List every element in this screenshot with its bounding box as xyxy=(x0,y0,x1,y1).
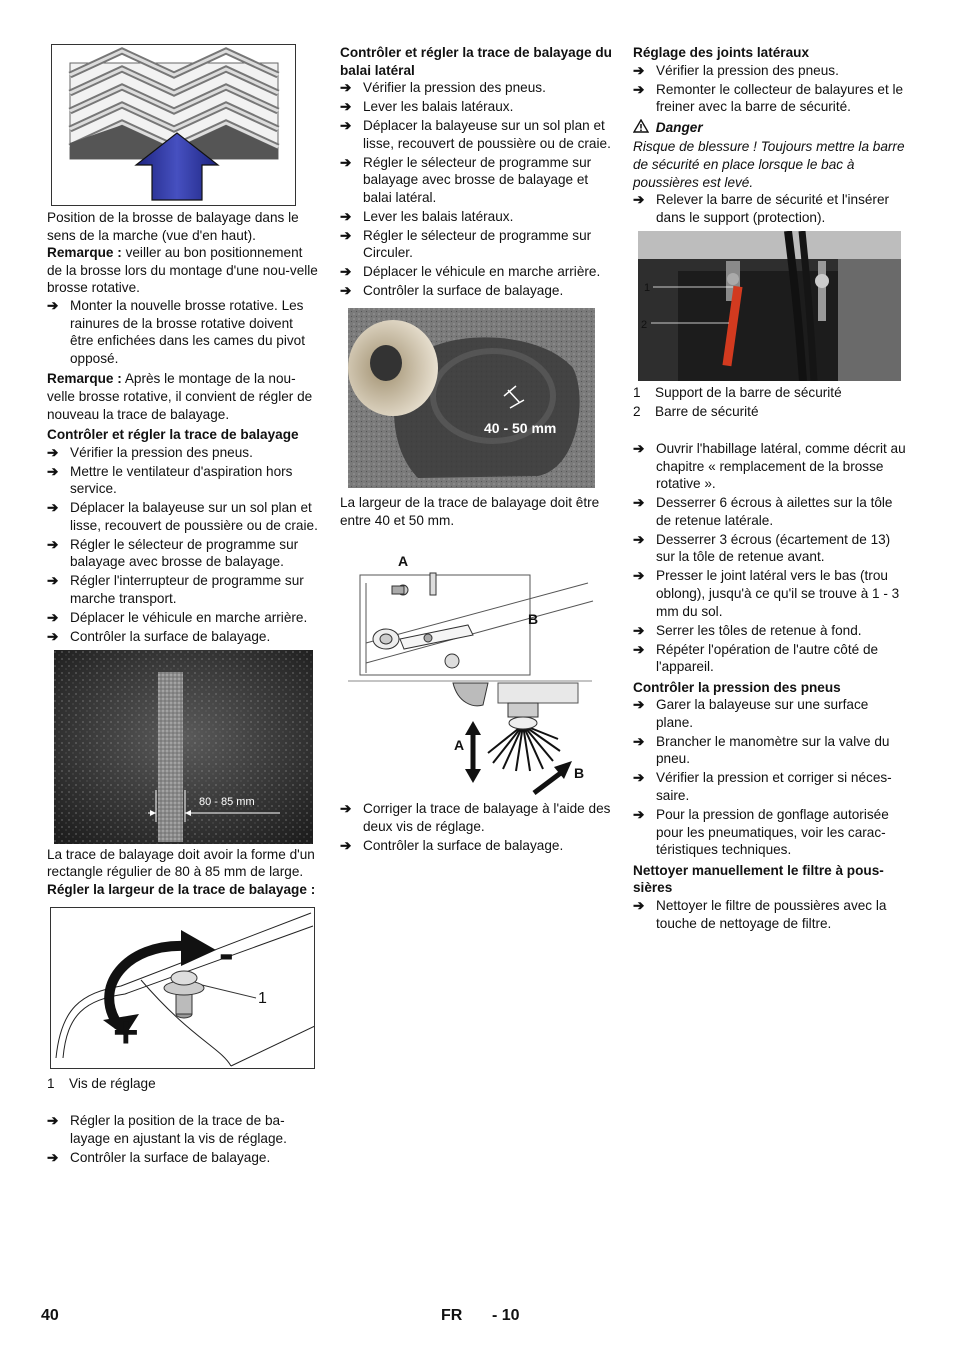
trace-shape-text: La trace de balayage doit avoir la forme d'un rectangle régulier de 80 à 85 mm de large. xyxy=(47,846,315,880)
step-text: Garer la balayeuse sur une surface plane. xyxy=(656,697,869,730)
language-code: FR xyxy=(441,1307,463,1324)
screw-callout-1: 1 xyxy=(258,990,267,1008)
legend-safety-bar xyxy=(633,384,908,421)
danger-title: Danger xyxy=(633,119,908,137)
minus-sign: - xyxy=(219,929,234,979)
step-arrow-icon: ➔ xyxy=(47,573,59,589)
step-arrow-icon: ➔ xyxy=(47,444,59,460)
steps-tire-pressure-list xyxy=(633,696,908,859)
step-text: Déplacer le véhicule en marche arrière. xyxy=(70,610,308,626)
steps-width-list xyxy=(47,1112,320,1166)
step-item xyxy=(47,628,320,646)
steps-side-seals-list xyxy=(633,62,908,116)
legend-item xyxy=(633,403,908,421)
fig1-caption: Position de la brosse de balayage dans le sens de la marche (vue d'en haut). xyxy=(47,210,299,243)
legend-number: 2 xyxy=(633,404,641,420)
safety-bar-photo xyxy=(633,231,901,381)
step-text: Régler le sélecteur de programme sur balayage avec brosse de balayage. xyxy=(70,536,299,570)
step-text: Lever les balais latéraux. xyxy=(363,208,514,224)
step-item xyxy=(47,536,320,571)
remark-2 xyxy=(47,370,320,423)
step-text: Contrôler la surface de balayage. xyxy=(70,1149,271,1165)
legend-number: 1 xyxy=(47,1076,55,1092)
step-raise-bar: ➔ Relever la barre de sécurité et l'insérer dans le support (protection). xyxy=(633,192,890,225)
step-text: Presser le joint latéral vers le bas (trou oblong), jusqu'à ce qu'il se trouve à 1 - 3 mm du sol. xyxy=(656,568,900,619)
step-arrow-icon: ➔ xyxy=(340,837,352,853)
danger-text: Risque de blessure ! Toujours mettre la barre de sécurité en place lorsque le bac à poussières est levé. xyxy=(633,139,905,190)
step-text: Régler le sélecteur de programme sur balayage avec brosse de balayage et balai latéral. xyxy=(363,154,592,205)
step-arrow-icon: ➔ xyxy=(340,99,352,115)
step-item xyxy=(47,463,320,498)
label-a-bottom: A xyxy=(454,737,465,754)
step-arrow-icon: ➔ xyxy=(340,118,352,134)
step-item xyxy=(633,806,908,859)
step-arrow-icon: ➔ xyxy=(633,641,645,657)
remark-2-text: Après le montage de la nou-velle brosse rotative, il convient de régler de nouveau la trace de balayage. xyxy=(47,371,313,422)
step-text: Remonter le collecteur de balayures et le freiner avec la barre de sécurité. xyxy=(656,81,904,115)
steps-clean-filter-list xyxy=(633,897,908,932)
column-left xyxy=(47,44,320,1166)
step-item xyxy=(340,837,615,855)
steps-open-cover-list xyxy=(633,440,908,676)
heading-clean-filter: Nettoyer manuellement le filtre à pous-sières xyxy=(633,862,884,896)
side-brush-bristles-icon xyxy=(488,725,560,771)
step-text: Régler le sélecteur de programme sur Circuler. xyxy=(363,227,592,261)
step-text: Ouvrir l'habillage latéral, comme décrit au chapitre « remplacement de la brosse rotative ». xyxy=(656,441,906,492)
step-arrow-icon: ➔ xyxy=(633,495,645,511)
plus-sign: + xyxy=(113,1008,139,1058)
warning-triangle-icon xyxy=(633,119,649,133)
legend-text: Barre de sécurité xyxy=(655,404,759,420)
step-arrow-icon: ➔ xyxy=(47,463,59,479)
remark-2-label: Remarque : xyxy=(47,371,122,387)
step-arrow-icon: ➔ xyxy=(47,629,59,644)
step-text: Déplacer le véhicule en marche arrière. xyxy=(363,264,601,280)
step-arrow-icon: ➔ xyxy=(633,697,645,713)
step-item xyxy=(633,494,908,529)
column-right xyxy=(633,44,908,932)
step-item xyxy=(340,154,615,207)
label-a-top: A xyxy=(398,553,409,570)
step-text: Régler la position de la trace de ba-layage en ajustant la vis de réglage. xyxy=(70,1112,287,1146)
step-text: Corriger la trace de balayage à l'aide des deux vis de réglage. xyxy=(363,801,611,834)
legend-number: 1 xyxy=(633,385,641,401)
step-text: Vérifier la pression des pneus. xyxy=(70,444,253,460)
step-arrow-icon: ➔ xyxy=(340,801,352,817)
side-brush-adjust-figure xyxy=(348,543,600,798)
step-text: Vérifier la pression des pneus. xyxy=(656,62,839,78)
side-trace-width-text: La largeur de la trace de balayage doit être entre 40 et 50 mm. xyxy=(340,495,600,528)
step-item xyxy=(340,282,615,300)
step-arrow-icon: ➔ xyxy=(340,154,352,170)
photo-callout-2: 2 xyxy=(641,319,648,332)
step-item xyxy=(340,227,615,262)
side-trace-width-label: 40 - 50 mm xyxy=(484,420,557,437)
step-text: Nettoyer le filtre de poussières avec la touche de nettoyage de filtre. xyxy=(656,897,887,931)
step-item xyxy=(340,98,615,116)
up-down-arrow-icon xyxy=(465,721,481,783)
step-text: Desserrer 6 écrous à ailettes sur la tôle de retenue latérale. xyxy=(656,495,893,528)
heading-side-seals: Réglage des joints latéraux xyxy=(633,45,810,60)
step-item xyxy=(633,622,908,640)
step-text: Vérifier la pression des pneus. xyxy=(363,80,546,96)
step-arrow-icon: ➔ xyxy=(340,264,352,280)
step-text: Contrôler la surface de balayage. xyxy=(363,283,564,299)
adjust-screw-figure xyxy=(50,907,315,1069)
step-text: Contrôler la surface de balayage. xyxy=(363,837,564,853)
step-item xyxy=(47,609,320,627)
step-text: Vérifier la pression et corriger si néces-saire. xyxy=(656,770,892,804)
step-item xyxy=(633,567,908,620)
step-text: Répéter l'opération de l'autre côté de l'appareil. xyxy=(656,641,879,675)
step-arrow-icon: ➔ xyxy=(633,568,645,584)
chevron-brush-diagram xyxy=(52,45,296,206)
step-item xyxy=(633,81,908,116)
remark-1-text: veiller au bon positionnement de la brosse lors du montage d'une nou-velle brosse rotative. xyxy=(47,245,318,296)
step-text: Déplacer la balayeuse sur un sol plan et lisse, recouvert de poussière ou de craie. xyxy=(70,500,318,533)
page-number: 40 xyxy=(41,1307,59,1324)
adjust-screw-diagram xyxy=(51,908,315,1069)
step-arrow-icon: ➔ xyxy=(633,81,645,97)
step-arrow-icon: ➔ xyxy=(47,1112,59,1128)
label-b-bottom: B xyxy=(574,765,585,782)
steps-correct-trace-list xyxy=(340,800,615,854)
step-text: Serrer les tôles de retenue à fond. xyxy=(656,622,862,638)
step-item xyxy=(633,897,908,932)
legend-screw xyxy=(47,1075,320,1093)
step-item xyxy=(340,117,615,152)
step-item xyxy=(633,769,908,804)
step-item xyxy=(47,1112,320,1147)
column-middle xyxy=(340,44,615,854)
photo-callout-1: 1 xyxy=(644,282,651,295)
step-text: Contrôler la surface de balayage. xyxy=(70,629,271,644)
trace-strip xyxy=(158,672,183,842)
step-item xyxy=(340,79,615,97)
step-text: Desserrer 3 écrous (écartement de 13) sur la tôle de retenue avant. xyxy=(656,531,891,565)
step-arrow-icon: ➔ xyxy=(340,283,352,299)
step-arrow-icon: ➔ xyxy=(340,80,352,96)
steps-trace-list xyxy=(47,444,320,646)
heading-sweeping-trace: Contrôler et régler la trace de balayage xyxy=(47,427,299,443)
brush-orientation-figure xyxy=(51,44,296,206)
heading-tire-pressure: Contrôler la pression des pneus xyxy=(633,679,841,695)
step-item xyxy=(340,263,615,281)
step-arrow-icon: ➔ xyxy=(340,208,352,224)
step-text: Régler l'interrupteur de programme sur marche transport. xyxy=(70,573,304,607)
step-arrow-icon: ➔ xyxy=(47,610,59,626)
step-arrow-icon: ➔ xyxy=(633,770,645,786)
legend-item xyxy=(633,384,908,402)
step-item xyxy=(633,641,908,676)
step-item xyxy=(340,800,615,835)
step-text: Pour la pression de gonflage autorisée pour les pneumatiques, voir les carac-téristiques techniques. xyxy=(656,807,889,858)
step-item xyxy=(47,499,320,534)
step-arrow-icon: ➔ xyxy=(633,807,645,823)
legend-item xyxy=(47,1075,320,1093)
trace-width-label: 80 - 85 mm xyxy=(199,795,255,808)
diagonal-arrow-icon xyxy=(534,761,572,793)
step-mount-brush: ➔ Monter la nouvelle brosse rotative. Les rainures de la brosse rotative doivent être enfichées dans les cames du pivot opposé. xyxy=(47,297,306,366)
side-brush-photo-graphic xyxy=(348,308,595,488)
step-arrow-icon: ➔ xyxy=(633,192,645,208)
side-brush-trace-photo xyxy=(348,308,595,488)
sweeping-trace-photo xyxy=(54,650,313,844)
step-item xyxy=(633,696,908,731)
step-arrow-icon: ➔ xyxy=(633,622,645,638)
label-b-top: B xyxy=(528,611,539,628)
legend-text: Support de la barre de sécurité xyxy=(655,385,842,401)
heading-trace-width: Régler la largeur de la trace de balayage : xyxy=(47,881,316,897)
step-text: Brancher le manomètre sur la valve du pneu. xyxy=(656,733,890,767)
step-arrow-icon: ➔ xyxy=(47,1149,59,1165)
legend-text: Vis de réglage xyxy=(69,1076,156,1092)
step-item xyxy=(340,208,615,226)
sub-page-number: - 10 xyxy=(492,1307,520,1324)
step-item xyxy=(47,1149,320,1167)
trace-photo-graphic xyxy=(54,650,313,844)
step-arrow-icon: ➔ xyxy=(633,897,645,913)
step-item xyxy=(47,572,320,607)
step-arrow-icon: ➔ xyxy=(47,500,59,516)
step-arrow-icon: ➔ xyxy=(633,441,645,457)
remark-1-label: Remarque : xyxy=(47,245,122,261)
remark-1 xyxy=(47,244,320,297)
step-text: Lever les balais latéraux. xyxy=(363,99,514,115)
step-arrow-icon: ➔ xyxy=(633,62,645,78)
step-item xyxy=(633,440,908,493)
step-text: Mettre le ventilateur d'aspiration hors service. xyxy=(70,463,293,497)
steps-side-brush-list xyxy=(340,79,615,300)
step-item xyxy=(47,444,320,462)
step-item xyxy=(633,733,908,768)
callout-lines xyxy=(633,231,901,381)
step-arrow-icon: ➔ xyxy=(633,733,645,749)
side-brush-adjust-diagram xyxy=(348,543,600,798)
step-arrow-icon: ➔ xyxy=(47,297,59,313)
step-arrow-icon: ➔ xyxy=(633,531,645,547)
step-item xyxy=(633,531,908,566)
step-arrow-icon: ➔ xyxy=(47,536,59,552)
heading-side-brush-trace: Contrôler et régler la trace de balayage du balai latéral xyxy=(340,45,612,78)
step-text: Déplacer la balayeuse sur un sol plan et lisse, recouvert de poussière ou de craie. xyxy=(363,118,611,151)
adjust-screw-b-icon xyxy=(424,634,432,642)
step-arrow-icon: ➔ xyxy=(340,227,352,243)
step-item xyxy=(633,62,908,80)
